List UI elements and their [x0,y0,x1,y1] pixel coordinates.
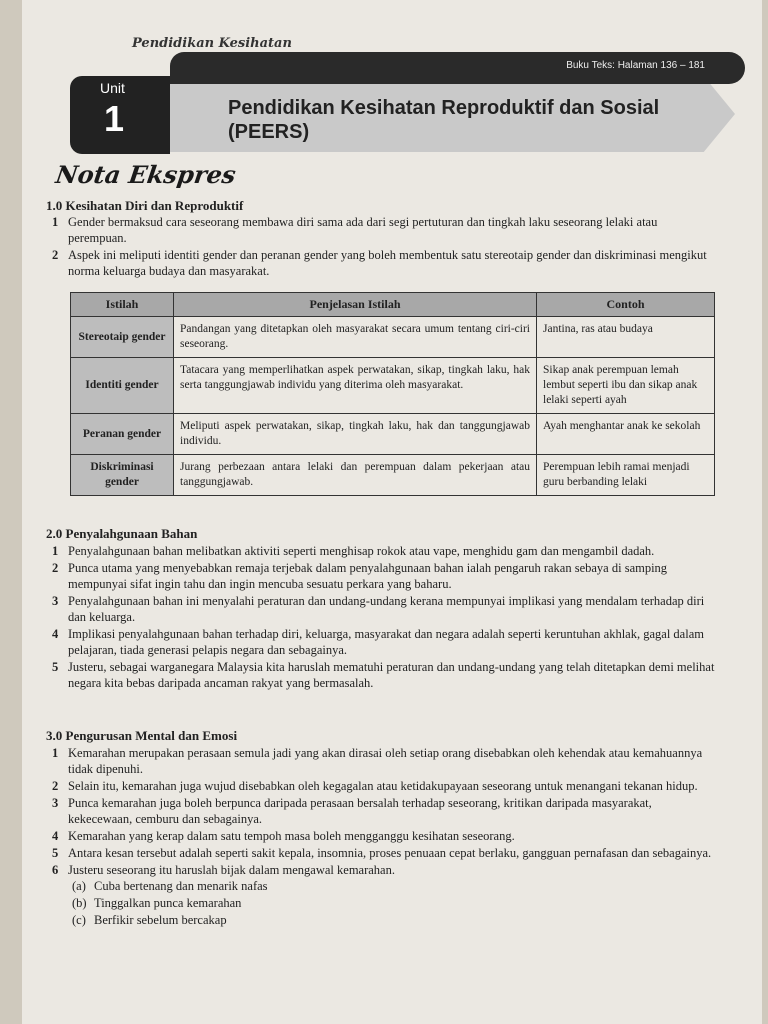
list-item: 3 Punca kemarahan juga boleh berpunca daripada perasaan bersalah terhadap seseorang, kritikan daripada masyarakat, kekecewaan, cemburu dan sebagainya. [52,796,652,826]
section1-list [52,214,716,280]
list-item: 6 Justeru seseorang itu haruslah bijak dalam mengawal kemarahan. (a) Cuba bertenang dan menarik nafas (b) Tinggalkan punca kemarahan (c) Berfikir sebelum bercakap [52,862,716,928]
subject-label: Pendidikan Kesihatan [132,36,292,51]
term-cell: Diskriminasi gender [71,455,174,496]
list-item: 1 Penyalahgunaan bahan melibatkan aktiviti seperti menghisap rokok atau vape, menghidu gam dan mengambil dadah. [52,544,655,558]
table-header-row [71,293,715,317]
example-cell: Jantina, ras atau budaya [537,317,715,358]
unit-label: Unit [100,80,125,96]
list-item: 4 Implikasi penyalahgunaan bahan terhadap diri, keluarga, masyarakat dan negara adalah seperti keruntuhan akhlak, gagal dalam pelajaran, tiada generasi pelapis negara dan sebagainya. [52,627,704,657]
example-cell: Perempuan lebih ramai menjadi guru berbanding lelaki [537,455,715,496]
unit-title-line2: (PEERS) [228,121,310,143]
col-penjelasan: Penjelasan Istilah [174,293,537,317]
list-item: 2 Punca utama yang menyebabkan remaja terjebak dalam penyalahgunaan bahan ialah pengaruh rakan sebaya di samping mempunyai sifat ingin tahu dan ingin mencuba sesuatu perkara yang baharu. [52,561,668,591]
term-cell: Peranan gender [71,414,174,455]
term-cell: Identiti gender [71,358,174,414]
unit-number: 1 [104,98,125,139]
nota-heading: Nota Ekspres [53,160,238,189]
list-item: 2 Selain itu, kemarahan juga wujud disebabkan oleh kegagalan atau ketidakupayaan seseorang untuk menangani tekanan hidup. [52,779,698,793]
unit-title-line1: Pendidikan Kesihatan Reproduktif dan Sosial [228,97,660,119]
explanation-cell: Meliputi aspek perwatakan, sikap, tingkah laku, hak dan tanggungjawab individu. [174,414,537,455]
explanation-cell: Jurang perbezaan antara lelaki dan perempuan dalam pekerjaan atau tanggungjawab. [174,455,537,496]
textbook-ref: Buku Teks: Halaman 136 – 181 [566,60,705,71]
col-contoh: Contoh [537,293,715,317]
list-item: 1 Gender bermaksud cara seseorang membawa diri sama ada dari segi pertuturan dan tingkah laku seseorang lelaki atau perempuan. [52,215,658,245]
sub-list-item: (c) Berfikir sebelum bercakap [72,913,227,927]
section3-heading: 3.0 Pengurusan Mental dan Emosi [46,728,238,743]
col-istilah: Istilah [71,293,174,317]
unit-box [70,76,170,154]
unit-title [228,96,708,144]
table-row [71,455,715,496]
section3-list [52,745,716,929]
list-item: 2 Aspek ini meliputi identiti gender dan peranan gender yang boleh membentuk satu stereotaip gender dan diskriminasi mengikut norma keluarga budaya dan masyarakat. [52,248,707,278]
list-item: 5 Antara kesan tersebut adalah seperti sakit kepala, insomnia, proses penuaan cepat berlaku, gangguan pernafasan dan sebagainya. [52,846,712,860]
list-item: 1 Kemarahan merupakan perasaan semula jadi yang akan dirasai oleh setiap orang disebabkan oleh kehendak atau kemahuannya tidak dipenuhi. [52,746,703,776]
book-page [22,0,762,1024]
sub-list [72,878,716,928]
gender-terms-table [70,292,715,496]
list-item: 4 Kemarahan yang kerap dalam satu tempoh masa boleh mengganggu kesihatan seseorang. [52,829,515,843]
section2-list [52,543,716,692]
example-cell: Ayah menghantar anak ke sekolah [537,414,715,455]
example-cell: Sikap anak perempuan lemah lembut seperti ibu dan sikap anak lelaki seperti ayah [537,358,715,414]
table-row [71,358,715,414]
sub-list-item: (b) Tinggalkan punca kemarahan [72,896,242,910]
section1-heading: 1.0 Kesihatan Diri dan Reproduktif [46,198,244,213]
table-row [71,414,715,455]
section2-heading: 2.0 Penyalahgunaan Bahan [46,526,198,541]
unit-banner [70,50,735,154]
term-cell: Stereotaip gender [71,317,174,358]
textbook-ref-bar [170,52,745,84]
list-item: 3 Penyalahgunaan bahan ini menyalahi peraturan dan undang-undang kerana mempunyai implikasi yang mendalam terhadap diri dan keluarga. [52,594,705,624]
explanation-cell: Pandangan yang ditetapkan oleh masyarakat secara umum tentang ciri-ciri seseorang. [174,317,537,358]
sub-list-item: (a) Cuba bertenang dan menarik nafas [72,879,268,893]
explanation-cell: Tatacara yang memperlihatkan aspek perwatakan, sikap, tingkah laku, hak serta tanggungjawab individu yang diterima oleh masyarakat. [174,358,537,414]
list-item: 5 Justeru, sebagai warganegara Malaysia kita haruslah mematuhi peraturan dan undang-undang yang telah ditetapkan demi melihat negara kita bebas daripada ancaman rakyat yang bermasalah. [52,660,715,690]
table-row [71,317,715,358]
